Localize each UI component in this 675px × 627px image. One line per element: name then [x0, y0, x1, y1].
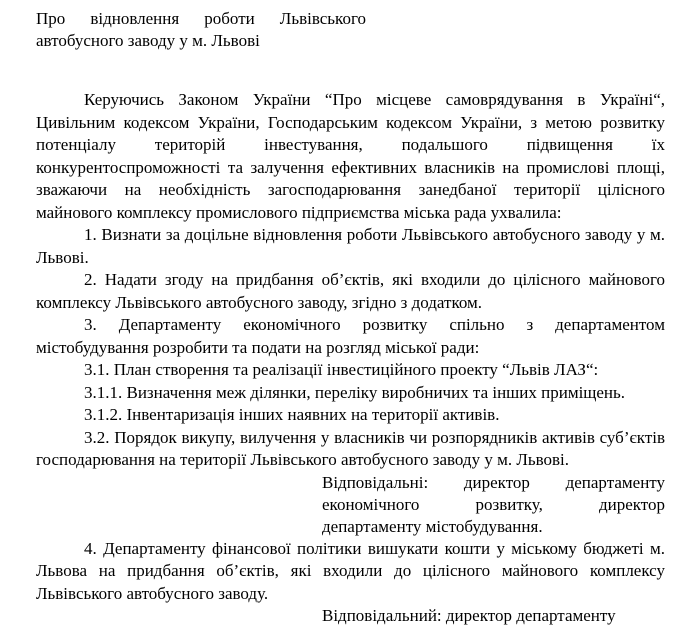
responsible-line-1: Відповідальні: директор департаменту	[322, 472, 665, 492]
item-3-2: 3.2. Порядок викупу, вилучення у власників чи розпорядників активів суб’єктів господарювання на території Львівського автобусного заводу у м. Львові.	[36, 427, 665, 469]
item-1: 1. Визнати за доцільне відновлення роботи Львівського автобусного заводу у м. Львові.	[36, 225, 665, 267]
item-3: 3. Департаменту економічного розвитку спільно з департаментом містобудування розробити та подати на розгляд міської ради:	[36, 315, 665, 357]
item-3-1-1: 3.1.1. Визначення меж ділянки, переліку виробничих та інших приміщень.	[84, 382, 626, 402]
responsible-line-3: департаменту містобудування.	[322, 516, 543, 536]
item-3-1: 3.1. План створення та реалізації інвестиційного проекту “Львів ЛАЗ“:	[84, 360, 599, 379]
responsible-cut-off: Відповідальний: директор департаменту	[322, 606, 616, 625]
document-title	[36, 8, 366, 52]
responsible-block	[322, 472, 665, 538]
preamble-paragraph: Керуючись Законом України “Про місцеве самоврядування в Україні“, Цивільним кодексом України, Господарським кодексом України, з метою розвитку потенціалу територій інвестування, подальшого підвищення їх конкурентоспроможності та залучення ефективних власників на промислові площі, зважаючи на необхідність загосподарювання занедбаної території цілісного майнового комплексу промислового підприємства міська рада ухвалила:	[36, 90, 665, 222]
title-line-1: Про відновлення роботи Львівського	[36, 9, 366, 28]
title-line-2: автобусного заводу у м. Львові	[36, 31, 260, 50]
item-4: 4. Департаменту фінансової політики вишукати кошти у міському бюджеті м. Львова на придбання об’єктів, які входили до цілісного майнового комплексу Львівського автобусного заводу.	[36, 538, 665, 603]
responsible-line-2: економічного розвитку, директор	[322, 494, 665, 514]
item-3-1-2: 3.1.2. Інвентаризація інших наявних на території активів.	[84, 405, 500, 424]
document-body	[36, 89, 665, 625]
item-2: 2. Надати згоду на придбання об’єктів, які входили до цілісного майнового комплексу Львівського автобусного заводу, згідно з додатком.	[36, 270, 665, 312]
